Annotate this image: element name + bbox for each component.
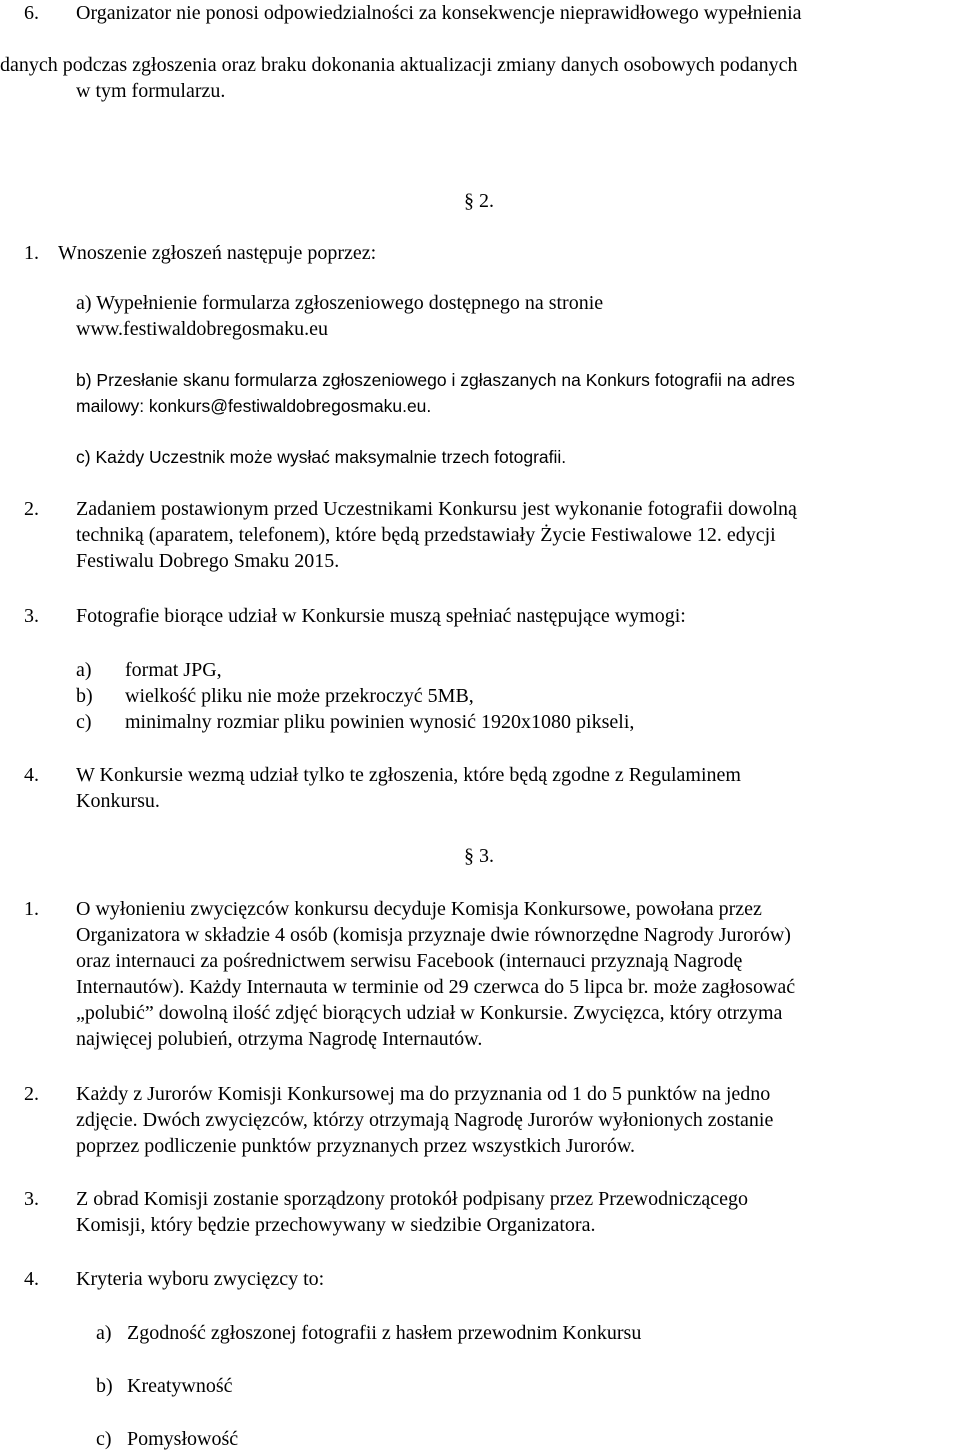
s3-item-4-sub-a-label: a) — [96, 1322, 112, 1344]
s2-item-3-sub-a-text: format JPG, — [125, 659, 222, 681]
s2-item-3-number: 3. — [24, 605, 39, 627]
s3-item-4-sub-c-label: c) — [96, 1428, 112, 1450]
s2-item-1-text: Wnoszenie zgłoszeń następuje poprzez: — [58, 242, 377, 264]
s3-item-1-line-5: „polubić” dowolną ilość zdjęć biorących udział w Konkursie. Zwycięzca, który otrzyma — [76, 1002, 783, 1024]
s2-item-4-line-1: W Konkursie wezmą udział tylko te zgłoszenia, które będą zgodne z Regulaminem — [76, 764, 741, 786]
s3-item-4-sub-c-text: Pomysłowość — [127, 1428, 239, 1450]
s3-item-2-number: 2. — [24, 1083, 39, 1105]
s3-item-2-line-1: Każdy z Jurorów Komisji Konkursowej ma do przyznania od 1 do 5 punktów na jedno — [76, 1083, 771, 1105]
s3-item-4-sub-b-text: Kreatywność — [127, 1375, 233, 1397]
s3-item-1-line-1: O wyłonieniu zwycięzców konkursu decyduje Komisja Konkursowe, powołana przez — [76, 898, 762, 920]
s2-item-2-line-1: Zadaniem postawionym przed Uczestnikami Konkursu jest wykonanie fotografii dowolną — [76, 498, 797, 520]
s3-item-2-line-2: zdjęcie. Dwóch zwycięzców, którzy otrzymają Nagrodę Jurorów wyłonionych zostanie — [76, 1109, 774, 1131]
s2-item-3-sub-c-text: minimalny rozmiar pliku powinien wynosić 1920x1080 pikseli, — [125, 711, 635, 733]
s2-item-4-line-2: Konkursu. — [76, 790, 160, 812]
s3-item-1-line-6: najwięcej polubień, otrzyma Nagrodę Internautów. — [76, 1028, 483, 1050]
s2-item-1-a-line-1: a) Wypełnienie formularza zgłoszeniowego dostępnego na stronie — [76, 292, 604, 314]
item-6-number: 6. — [24, 2, 39, 24]
s3-item-4-number: 4. — [24, 1268, 39, 1290]
section-2-heading: § 2. — [464, 190, 494, 212]
s3-item-2-line-3: poprzez podliczenie punktów przyznanych przez wszystkich Jurorów. — [76, 1135, 636, 1157]
s2-item-2-line-3: Festiwalu Dobrego Smaku 2015. — [76, 550, 340, 572]
s2-item-3-sub-a-label: a) — [76, 659, 92, 681]
s2-item-3-sub-b-label: b) — [76, 685, 93, 707]
s2-item-1-number: 1. — [24, 242, 39, 264]
s2-item-1-a-line-2: www.festiwaldobregosmaku.eu — [76, 318, 328, 340]
s2-item-3-sub-b-text: wielkość pliku nie może przekroczyć 5MB, — [125, 685, 474, 707]
s2-item-2-number: 2. — [24, 498, 39, 520]
s3-item-1-line-4: Internautów). Każdy Internauta w terminie od 29 czerwca do 5 lipca br. może zagłosować — [76, 976, 796, 998]
s3-item-3-number: 3. — [24, 1188, 39, 1210]
item-6-line-2: danych podczas zgłoszenia oraz braku dokonania aktualizacji zmiany danych osobowych podanych — [0, 54, 798, 76]
s3-item-4-sub-a-text: Zgodność zgłoszonej fotografii z hasłem przewodnim Konkursu — [127, 1322, 642, 1344]
s3-item-1-line-3: oraz internauci za pośrednictwem serwisu Facebook (internauci przyznają Nagrodę — [76, 950, 743, 972]
s3-item-4-text: Kryteria wyboru zwycięzcy to: — [76, 1268, 325, 1290]
item-6-line-3: w tym formularzu. — [76, 80, 226, 102]
s3-item-4-sub-b-label: b) — [96, 1375, 113, 1397]
s2-item-1-c-line-1: c) Każdy Uczestnik może wysłać maksymalnie trzech fotografii. — [76, 447, 567, 467]
s2-item-1-b-line-1: b) Przesłanie skanu formularza zgłoszeniowego i zgłaszanych na Konkurs fotografii na adres — [76, 370, 795, 390]
item-6-line-1: Organizator nie ponosi odpowiedzialności za konsekwencje nieprawidłowego wypełnienia — [76, 2, 802, 24]
s2-item-3-sub-c-label: c) — [76, 711, 92, 733]
s3-item-3-line-2: Komisji, który będzie przechowywany w siedzibie Organizatora. — [76, 1214, 596, 1236]
s2-item-1-b-line-2: mailowy: konkurs@festiwaldobregosmaku.eu. — [76, 396, 432, 416]
s3-item-3-line-1: Z obrad Komisji zostanie sporządzony protokół podpisany przez Przewodniczącego — [76, 1188, 749, 1210]
s2-item-2-line-2: techniką (aparatem, telefonem), które będą przedstawiały Życie Festiwalowe 12. edycji — [76, 524, 776, 546]
s2-item-4-number: 4. — [24, 764, 39, 786]
s2-item-3-text: Fotografie biorące udział w Konkursie muszą spełniać następujące wymogi: — [76, 605, 686, 627]
s3-item-1-line-2: Organizatora w składzie 4 osób (komisja przyznaje dwie równorzędne Nagrody Jurorów) — [76, 924, 791, 946]
section-3-heading: § 3. — [464, 845, 494, 867]
s3-item-1-number: 1. — [24, 898, 39, 920]
